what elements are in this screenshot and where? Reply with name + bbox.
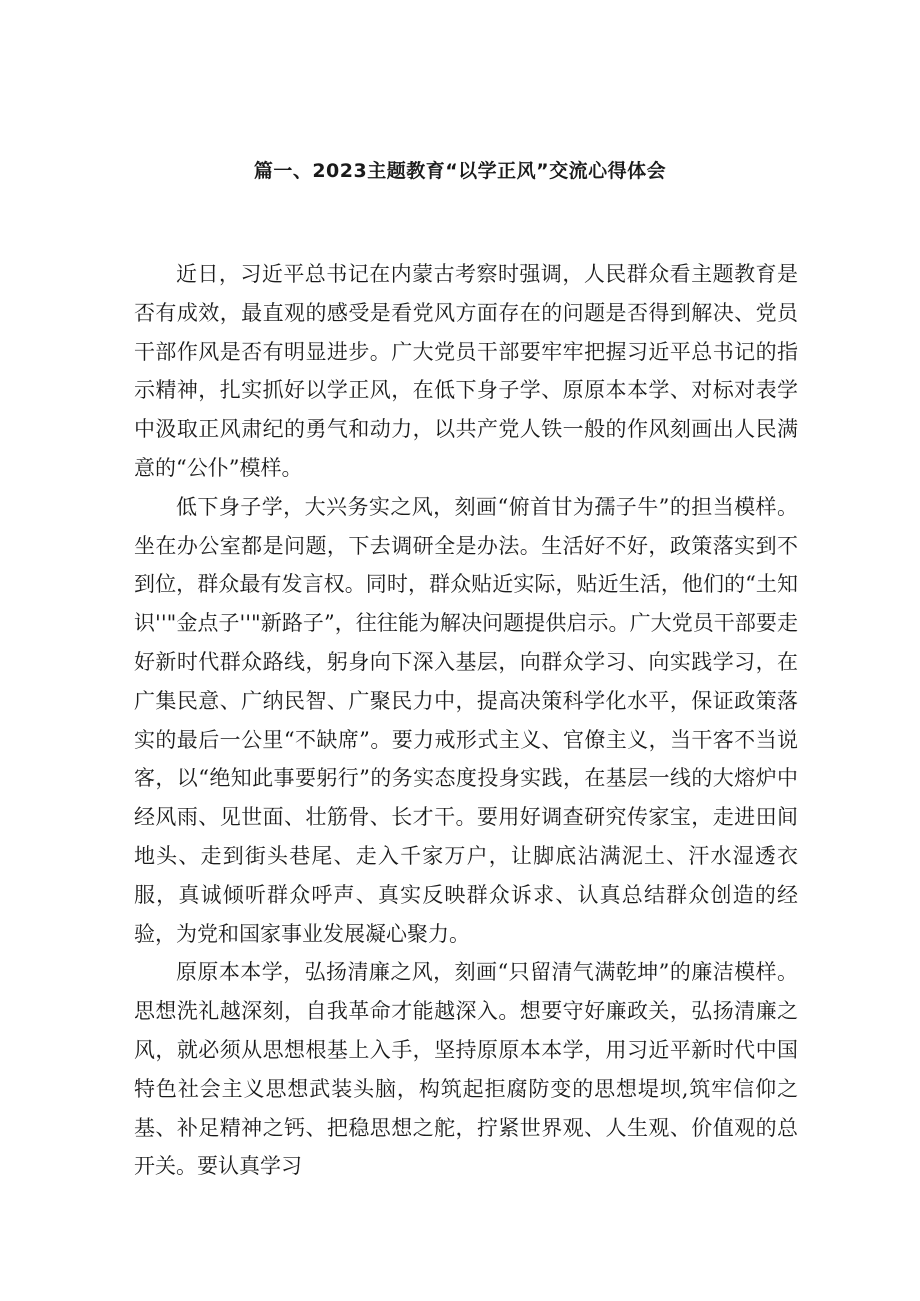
paragraph-3: 原原本本学，弘扬清廉之风，刻画“只留清气满乾坤”的廉洁模样。思想洗礼越深刻，自我革命才能越深入。想要守好廉政关，弘扬清廉之风，就必须从思想根基上入手，坚持原原本本学，用习近平新时代中国特色社会主义思想武装头脑，构筑起拒腐防变的思想堤坝,筑牢信仰之基、补足精神之钙、把稳思想之舵，拧紧世界观、人生观、价值观的总开关。要认真学习 (134, 960, 798, 1179)
document-body (134, 255, 798, 1186)
paragraph-2: 低下身子学，大兴务实之风，刻画“俯首甘为孺子牛”的担当模样。坐在办公室都是问题，下去调研全是办法。生活好不好，政策落实到不到位，群众最有发言权。同时，群众贴近实际，贴近生活，他们的“土知识''"金点子''"新路子”，往往能为解决问题提供启示。广大党员干部要走好新时代群众路线，躬身向下深入基层，向群众学习、向实践学习，在广集民意、广纳民智、广聚民力中，提高决策科学化水平，保证政策落实的最后一公里“不缺席”。要力戒形式主义、官僚主义，当干客不当说客，以“绝知此事要躬行”的务实态度投身实践，在基层一线的大熔炉中经风雨、见世面、壮筋骨、长才干。要用好调查研究传家宝，走进田间地头、走到街头巷尾、走入千家万户，让脚底沾满泥土、汗水湿透衣服，真诚倾听群众呼声、真实反映群众诉求、认真总结群众创造的经验，为党和国家事业发展凝心聚力。 (134, 494, 798, 946)
document-title: 篇一、2023主题教育“以学正风”交流心得体会 (253, 160, 667, 182)
paragraph-1: 近日，习近平总书记在内蒙古考察时强调，人民群众看主题教育是否有成效，最直观的感受是看党风方面存在的问题是否得到解决、党员干部作风是否有明显进步。广大党员干部要牢牢把握习近平总书记的指示精神，扎实抓好以学正风，在低下身子学、原原本本学、对标对表学中汲取正风肃纪的勇气和动力，以共产党人铁一般的作风刻画出人民满意的“公仆”模样。 (134, 262, 798, 480)
